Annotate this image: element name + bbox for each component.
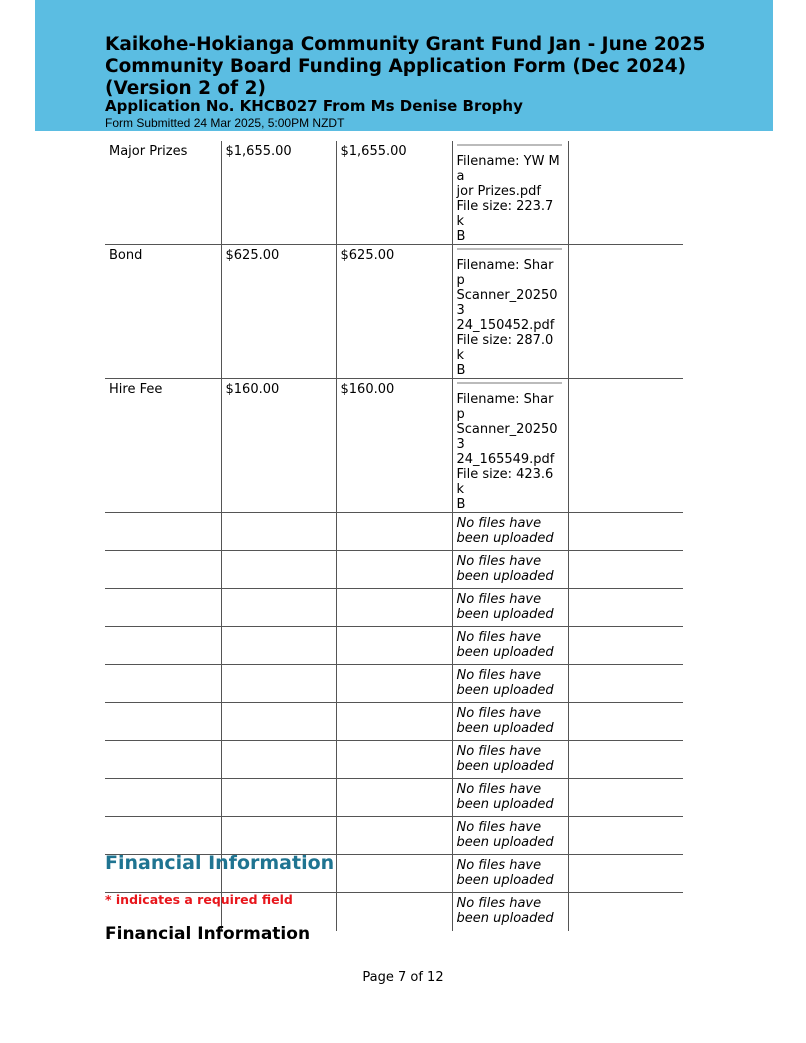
no-files-message: No files have <box>456 858 542 873</box>
page-number: Page 7 of 12 <box>362 970 444 985</box>
file-info-line: B <box>456 497 466 512</box>
table-row <box>105 513 683 551</box>
file-info-line: B <box>456 229 466 244</box>
amount-cell <box>221 627 336 665</box>
budget-items-body <box>105 141 683 931</box>
requested-cell: $160.00 <box>336 379 452 513</box>
file-info-line: 24_165549.pdf <box>456 452 555 467</box>
amount-cell <box>221 779 336 817</box>
file-info-line: jor Prizes.pdf <box>456 184 541 199</box>
no-files-message: been uploaded <box>456 835 554 850</box>
requested-cell <box>336 703 452 741</box>
notes-cell <box>568 551 683 589</box>
notes-cell <box>568 741 683 779</box>
notes-cell <box>568 245 683 379</box>
item-cell <box>105 817 221 855</box>
file-attachment-info <box>457 248 562 378</box>
no-files-message: No files have <box>456 820 542 835</box>
no-files-message: No files have <box>456 896 542 911</box>
attachment-cell <box>452 627 568 665</box>
file-info-line: Filename: YW Ma <box>456 154 560 184</box>
item-cell: Major Prizes <box>105 141 221 245</box>
amount-cell <box>221 513 336 551</box>
file-info-line: File size: 223.7 k <box>456 199 554 229</box>
requested-cell <box>336 893 452 931</box>
file-info-line: 24_150452.pdf <box>456 318 555 333</box>
amount-cell <box>221 741 336 779</box>
notes-cell <box>568 779 683 817</box>
requested-cell <box>336 513 452 551</box>
table-row <box>105 379 683 513</box>
notes-cell <box>568 589 683 627</box>
amount-cell <box>221 703 336 741</box>
file-info-line: Scanner_202503 <box>456 288 558 318</box>
no-files-message: been uploaded <box>456 531 554 546</box>
attachment-cell <box>452 703 568 741</box>
attachment-cell <box>452 141 568 245</box>
requested-cell <box>336 589 452 627</box>
requested-cell <box>336 817 452 855</box>
notes-cell <box>568 513 683 551</box>
page-header <box>35 0 773 131</box>
no-files-message: No files have <box>456 782 542 797</box>
file-info-line: Scanner_202503 <box>456 422 558 452</box>
amount-cell <box>221 817 336 855</box>
table-row <box>105 779 683 817</box>
amount-cell <box>221 551 336 589</box>
file-info-line: File size: 423.6 k <box>456 467 554 497</box>
required-field-note: * indicates a required field <box>105 892 293 907</box>
subsection-title: Financial Information <box>105 924 311 944</box>
file-info-line: Filename: Sharp <box>456 392 554 422</box>
table-row <box>105 627 683 665</box>
notes-cell <box>568 141 683 245</box>
file-attachment-info <box>457 382 562 512</box>
notes-cell <box>568 855 683 893</box>
no-files-message: No files have <box>456 554 542 569</box>
no-files-message: been uploaded <box>456 797 554 812</box>
requested-cell <box>336 855 452 893</box>
attachment-cell <box>452 551 568 589</box>
form-title: Kaikohe-Hokianga Community Grant Fund Jan - June 2025 Community Board Funding Application Form (Dec 2024) (Version 2 of 2) <box>105 34 706 99</box>
item-cell: Bond <box>105 245 221 379</box>
application-number: Application No. KHCB027 From Ms Denise Brophy <box>105 97 523 115</box>
section-title: Financial Information <box>105 852 335 874</box>
table-row <box>105 703 683 741</box>
table-row <box>105 741 683 779</box>
amount-cell <box>221 589 336 627</box>
no-files-message: been uploaded <box>456 911 554 926</box>
no-files-message: been uploaded <box>456 759 554 774</box>
item-cell: Hire Fee <box>105 379 221 513</box>
attachment-cell <box>452 589 568 627</box>
item-cell <box>105 627 221 665</box>
file-info-line: B <box>456 363 466 378</box>
table-row <box>105 141 683 245</box>
item-cell <box>105 779 221 817</box>
item-cell <box>105 741 221 779</box>
attachment-cell <box>452 893 568 931</box>
no-files-message: been uploaded <box>456 645 554 660</box>
table-row <box>105 245 683 379</box>
notes-cell <box>568 817 683 855</box>
attachment-cell <box>452 741 568 779</box>
no-files-message: been uploaded <box>456 873 554 888</box>
requested-cell <box>336 551 452 589</box>
file-info-line: Filename: Sharp <box>456 258 554 288</box>
budget-items-table <box>105 141 683 931</box>
no-files-message: No files have <box>456 668 542 683</box>
attachment-cell <box>452 379 568 513</box>
requested-cell: $625.00 <box>336 245 452 379</box>
amount-cell <box>221 665 336 703</box>
table-row <box>105 551 683 589</box>
table-row <box>105 589 683 627</box>
no-files-message: No files have <box>456 592 542 607</box>
attachment-cell <box>452 855 568 893</box>
no-files-message: been uploaded <box>456 683 554 698</box>
attachment-cell <box>452 817 568 855</box>
no-files-message: No files have <box>456 706 542 721</box>
attachment-cell <box>452 513 568 551</box>
requested-cell <box>336 741 452 779</box>
notes-cell <box>568 893 683 931</box>
attachment-cell <box>452 779 568 817</box>
requested-cell <box>336 779 452 817</box>
table-row <box>105 665 683 703</box>
no-files-message: No files have <box>456 630 542 645</box>
amount-cell: $160.00 <box>221 379 336 513</box>
no-files-message: been uploaded <box>456 569 554 584</box>
notes-cell <box>568 665 683 703</box>
no-files-message: been uploaded <box>456 721 554 736</box>
item-cell <box>105 589 221 627</box>
item-cell <box>105 665 221 703</box>
item-cell <box>105 703 221 741</box>
amount-cell: $1,655.00 <box>221 141 336 245</box>
notes-cell <box>568 627 683 665</box>
item-cell <box>105 513 221 551</box>
attachment-cell <box>452 245 568 379</box>
notes-cell <box>568 379 683 513</box>
notes-cell <box>568 703 683 741</box>
amount-cell: $625.00 <box>221 245 336 379</box>
file-attachment-info <box>457 144 562 244</box>
file-info-line: File size: 287.0 k <box>456 333 554 363</box>
requested-cell: $1,655.00 <box>336 141 452 245</box>
no-files-message: been uploaded <box>456 607 554 622</box>
submission-timestamp: Form Submitted 24 Mar 2025, 5:00PM NZDT <box>105 116 345 130</box>
item-cell <box>105 551 221 589</box>
no-files-message: No files have <box>456 744 542 759</box>
table-row <box>105 817 683 855</box>
requested-cell <box>336 627 452 665</box>
requested-cell <box>336 665 452 703</box>
no-files-message: No files have <box>456 516 542 531</box>
attachment-cell <box>452 665 568 703</box>
